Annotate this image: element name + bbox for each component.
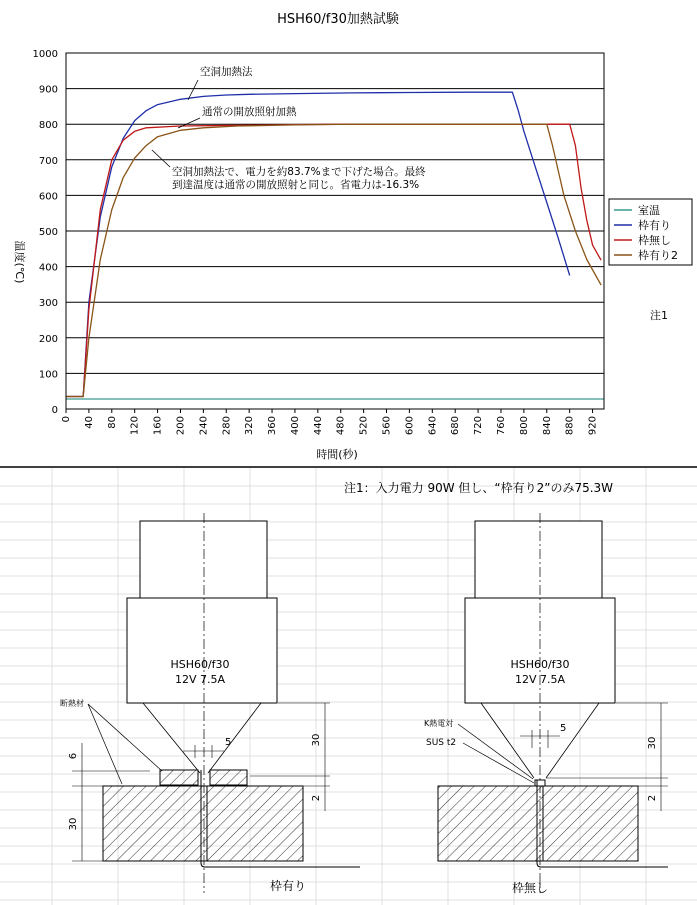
x-tick-label: 160 [152, 416, 164, 436]
x-tick-label: 440 [312, 416, 324, 436]
caption-with-frame: 枠有り [269, 879, 307, 893]
x-tick-label: 280 [221, 416, 233, 436]
test-setup-diagrams [0, 468, 697, 905]
base-block [103, 786, 303, 861]
k-thermocouple-label: K熱電対 [424, 719, 454, 728]
y-tick-label: 300 [38, 298, 58, 310]
spec-label: 12V 7.5A [174, 673, 226, 686]
x-tick-label: 800 [518, 416, 530, 436]
heater-top [140, 521, 267, 598]
heater-top [475, 521, 602, 598]
y-tick-label: 200 [38, 333, 58, 345]
x-tick-label: 880 [564, 416, 576, 436]
dim-gap: 5 [560, 723, 567, 734]
x-tick-label: 640 [427, 416, 439, 436]
annotation-open-heating: 通常の開放照射加熱 [202, 106, 297, 118]
series-lines [66, 92, 604, 399]
x-tick-label: 720 [473, 416, 485, 436]
dim-30: 30 [647, 736, 658, 750]
caption-without-frame: 枠無し [511, 881, 549, 895]
legend-label-room: 室温 [638, 204, 660, 217]
y-tick-label: 600 [38, 191, 58, 203]
x-tick-label: 840 [541, 416, 553, 436]
base-block [438, 786, 638, 861]
x-tick-label: 360 [267, 416, 279, 436]
legend-label-frame: 枠有り [638, 219, 671, 232]
series-line-1 [66, 92, 570, 396]
insulation-label: 断熱材 [60, 699, 84, 708]
annotation-leader-3 [152, 150, 170, 167]
y-axis-label: 温度(℃) [13, 240, 26, 284]
insulation-left [160, 770, 198, 785]
x-tick-label: 680 [450, 416, 462, 436]
legend-label-frame2: 枠有り2 [638, 249, 678, 262]
x-tick-label: 760 [495, 416, 507, 436]
sus-label: SUS t2 [426, 738, 457, 748]
y-tick-labels [33, 49, 58, 416]
y-tick-label: 100 [38, 369, 58, 381]
x-tick-label: 40 [83, 416, 95, 429]
heater-body [465, 598, 615, 703]
dim-2: 2 [311, 794, 322, 802]
legend-label-noframe: 枠無し [638, 234, 671, 247]
y-tick-label: 800 [38, 120, 58, 132]
y-tick-label: 500 [38, 227, 58, 238]
legend [609, 199, 692, 265]
x-tick-label: 520 [358, 416, 370, 436]
y-tick-label: 400 [38, 262, 58, 274]
annotation-reduced-power-1: 空洞加熱法で、電力を約83.7%まで下げた場合。最終 [172, 166, 426, 178]
chart-title: HSH60/f30加熱試験 [277, 12, 399, 27]
x-tick-label: 560 [381, 416, 393, 436]
y-tick-label: 700 [38, 155, 58, 167]
annotation-reduced-power-2: 到達温度は通常の開放照射と同じ。省電力は-16.3% [172, 179, 420, 191]
heater-body [127, 598, 277, 703]
x-tick-label: 600 [404, 416, 416, 436]
x-tick-label: 920 [587, 416, 599, 436]
diagram-without-frame [424, 513, 668, 895]
side-note: 注1 [650, 309, 668, 322]
diagram-with-frame [60, 513, 360, 893]
grid-lines [66, 53, 604, 409]
x-tick-label: 80 [106, 416, 118, 429]
footnote: 注1：入力電力 90W 但し、“枠有り2”のみ75.3W [344, 481, 614, 495]
dim-block: 30 [68, 817, 79, 831]
dim-6: 6 [68, 752, 79, 760]
y-tick-label: 0 [51, 405, 58, 416]
x-tick-label: 400 [289, 416, 301, 436]
y-tick-label: 900 [38, 84, 58, 96]
y-tick-label: 1000 [32, 49, 58, 60]
x-tick-label: 0 [61, 416, 72, 423]
x-tick-label: 480 [335, 416, 347, 436]
spec-label: 12V 7.5A [514, 673, 566, 686]
annotation-hollow-heating: 空洞加熱法 [200, 66, 253, 78]
x-axis-label: 時間(秒) [316, 448, 358, 461]
x-tick-label: 240 [198, 416, 210, 436]
x-tick-label: 200 [175, 416, 187, 436]
dim-30: 30 [311, 733, 322, 747]
insulation-right [210, 770, 247, 785]
x-tick-labels [61, 409, 599, 435]
x-tick-label: 120 [129, 416, 141, 436]
x-tick-label: 320 [244, 416, 256, 436]
dim-gap: 5 [225, 737, 232, 748]
heater-label: HSH60/f30 [170, 658, 230, 671]
heater-label: HSH60/f30 [510, 658, 570, 671]
dim-2: 2 [647, 794, 658, 802]
